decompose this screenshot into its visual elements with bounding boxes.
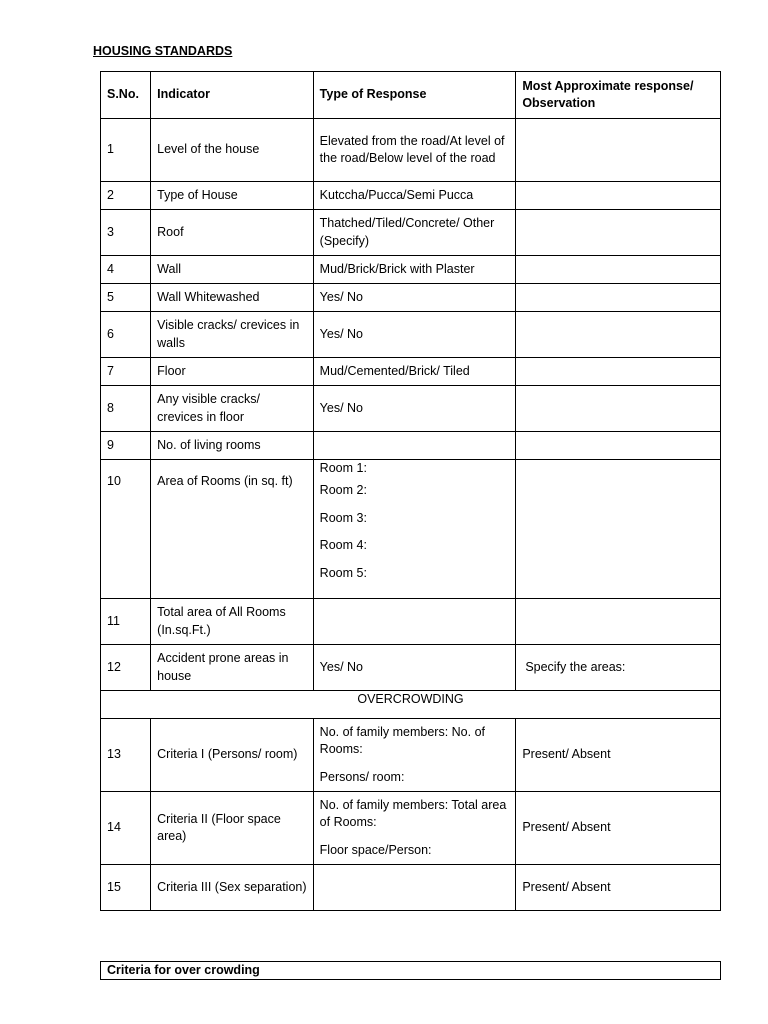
table-row xyxy=(101,358,721,386)
criteria-for-overcrowding-heading: Criteria for over crowding xyxy=(100,961,721,980)
cell-observation[interactable] xyxy=(516,256,721,284)
cell-observation[interactable] xyxy=(516,599,721,645)
cell-observation[interactable]: Specify the areas: xyxy=(516,645,721,691)
cell-observation[interactable] xyxy=(516,432,721,460)
cell-sno: 14 xyxy=(101,792,151,865)
cell-observation: Present/ Absent xyxy=(516,719,721,792)
table-row xyxy=(101,182,721,210)
cell-indicator: Type of House xyxy=(151,182,314,210)
cell-sno: 5 xyxy=(101,284,151,312)
table-row xyxy=(101,210,721,256)
cell-sno: 7 xyxy=(101,358,151,386)
cell-observation[interactable] xyxy=(516,119,721,182)
cell-indicator: Level of the house xyxy=(151,119,314,182)
page-title: HOUSING STANDARDS xyxy=(93,44,233,58)
cell-observation: Present/ Absent xyxy=(516,792,721,865)
cell-observation[interactable] xyxy=(516,210,721,256)
table-row xyxy=(101,284,721,312)
response-line-1: No. of family members: Total area of Rooms: xyxy=(319,797,507,830)
section-row-overcrowding xyxy=(101,691,721,719)
table-row xyxy=(101,645,721,691)
room-4-label: Room 4: xyxy=(319,538,367,553)
room-5-label: Room 5: xyxy=(319,565,367,580)
table-row xyxy=(101,119,721,182)
cell-observation: Present/ Absent xyxy=(516,865,721,911)
header-type-of-response: Type of Response xyxy=(313,72,516,119)
cell-indicator: Accident prone areas in house xyxy=(151,645,314,691)
cell-indicator: Wall xyxy=(151,256,314,284)
cell-indicator: Visible cracks/ crevices in walls xyxy=(151,312,314,358)
cell-sno: 8 xyxy=(101,386,151,432)
table-row xyxy=(101,312,721,358)
response-line-2: Persons/ room: xyxy=(319,769,405,784)
cell-indicator: Criteria III (Sex separation) xyxy=(151,865,314,911)
cell-response: Yes/ No xyxy=(313,645,516,691)
header-indicator: Indicator xyxy=(151,72,314,119)
response-line-1: No. of family members: No. of Rooms: xyxy=(319,724,485,757)
cell-response: Yes/ No xyxy=(313,312,516,358)
housing-standards-table xyxy=(100,71,721,911)
cell-sno: 11 xyxy=(101,599,151,645)
response-line-2: Floor space/Person: xyxy=(319,842,432,857)
cell-observation[interactable] xyxy=(516,284,721,312)
cell-sno: 15 xyxy=(101,865,151,911)
cell-sno: 2 xyxy=(101,182,151,210)
cell-response[interactable] xyxy=(313,865,516,911)
cell-response-rooms xyxy=(313,460,516,599)
cell-observation[interactable] xyxy=(516,312,721,358)
room-1-label: Room 1: xyxy=(319,461,367,475)
table-header-row xyxy=(101,72,721,119)
cell-response: Yes/ No xyxy=(313,386,516,432)
cell-indicator: Any visible cracks/ crevices in floor xyxy=(151,386,314,432)
spacer xyxy=(320,832,510,842)
table-row xyxy=(101,460,721,599)
table-row xyxy=(101,792,721,865)
cell-observation[interactable] xyxy=(516,386,721,432)
cell-indicator: Roof xyxy=(151,210,314,256)
cell-indicator: Total area of All Rooms (In.sq.Ft.) xyxy=(151,599,314,645)
table-row xyxy=(101,256,721,284)
cell-indicator: Floor xyxy=(151,358,314,386)
room-3-label: Room 3: xyxy=(319,510,367,525)
cell-indicator: Wall Whitewashed xyxy=(151,284,314,312)
cell-sno: 10 xyxy=(101,460,151,599)
cell-observation[interactable] xyxy=(516,182,721,210)
table-row xyxy=(101,719,721,792)
cell-observation[interactable] xyxy=(516,358,721,386)
cell-indicator: Criteria II (Floor space area) xyxy=(151,792,314,865)
spacer xyxy=(320,759,510,769)
table-row xyxy=(101,599,721,645)
cell-response: Mud/Brick/Brick with Plaster xyxy=(313,256,516,284)
table-row xyxy=(101,865,721,911)
cell-indicator: No. of living rooms xyxy=(151,432,314,460)
cell-sno: 3 xyxy=(101,210,151,256)
cell-sno: 1 xyxy=(101,119,151,182)
cell-indicator: Criteria I (Persons/ room) xyxy=(151,719,314,792)
cell-sno: 9 xyxy=(101,432,151,460)
cell-response: Kutccha/Pucca/Semi Pucca xyxy=(313,182,516,210)
cell-sno: 6 xyxy=(101,312,151,358)
section-heading-overcrowding: OVERCROWDING xyxy=(101,691,721,719)
header-sno: S.No. xyxy=(101,72,151,119)
cell-sno: 4 xyxy=(101,256,151,284)
cell-observation[interactable] xyxy=(516,460,721,599)
cell-sno: 13 xyxy=(101,719,151,792)
cell-response: Yes/ No xyxy=(313,284,516,312)
cell-response[interactable] xyxy=(313,432,516,460)
table-row xyxy=(101,386,721,432)
cell-response xyxy=(313,792,516,865)
cell-response[interactable] xyxy=(313,599,516,645)
cell-indicator: Area of Rooms (in sq. ft) xyxy=(151,460,314,599)
cell-sno: 12 xyxy=(101,645,151,691)
table-row xyxy=(101,432,721,460)
room-2-label: Room 2: xyxy=(319,483,367,497)
cell-response: Elevated from the road/At level of the road/Below level of the road xyxy=(313,119,516,182)
cell-response: Mud/Cemented/Brick/ Tiled xyxy=(313,358,516,386)
cell-response xyxy=(313,719,516,792)
cell-response: Thatched/Tiled/Concrete/ Other (Specify) xyxy=(313,210,516,256)
header-observation: Most Approximate response/ Observation xyxy=(516,72,721,119)
